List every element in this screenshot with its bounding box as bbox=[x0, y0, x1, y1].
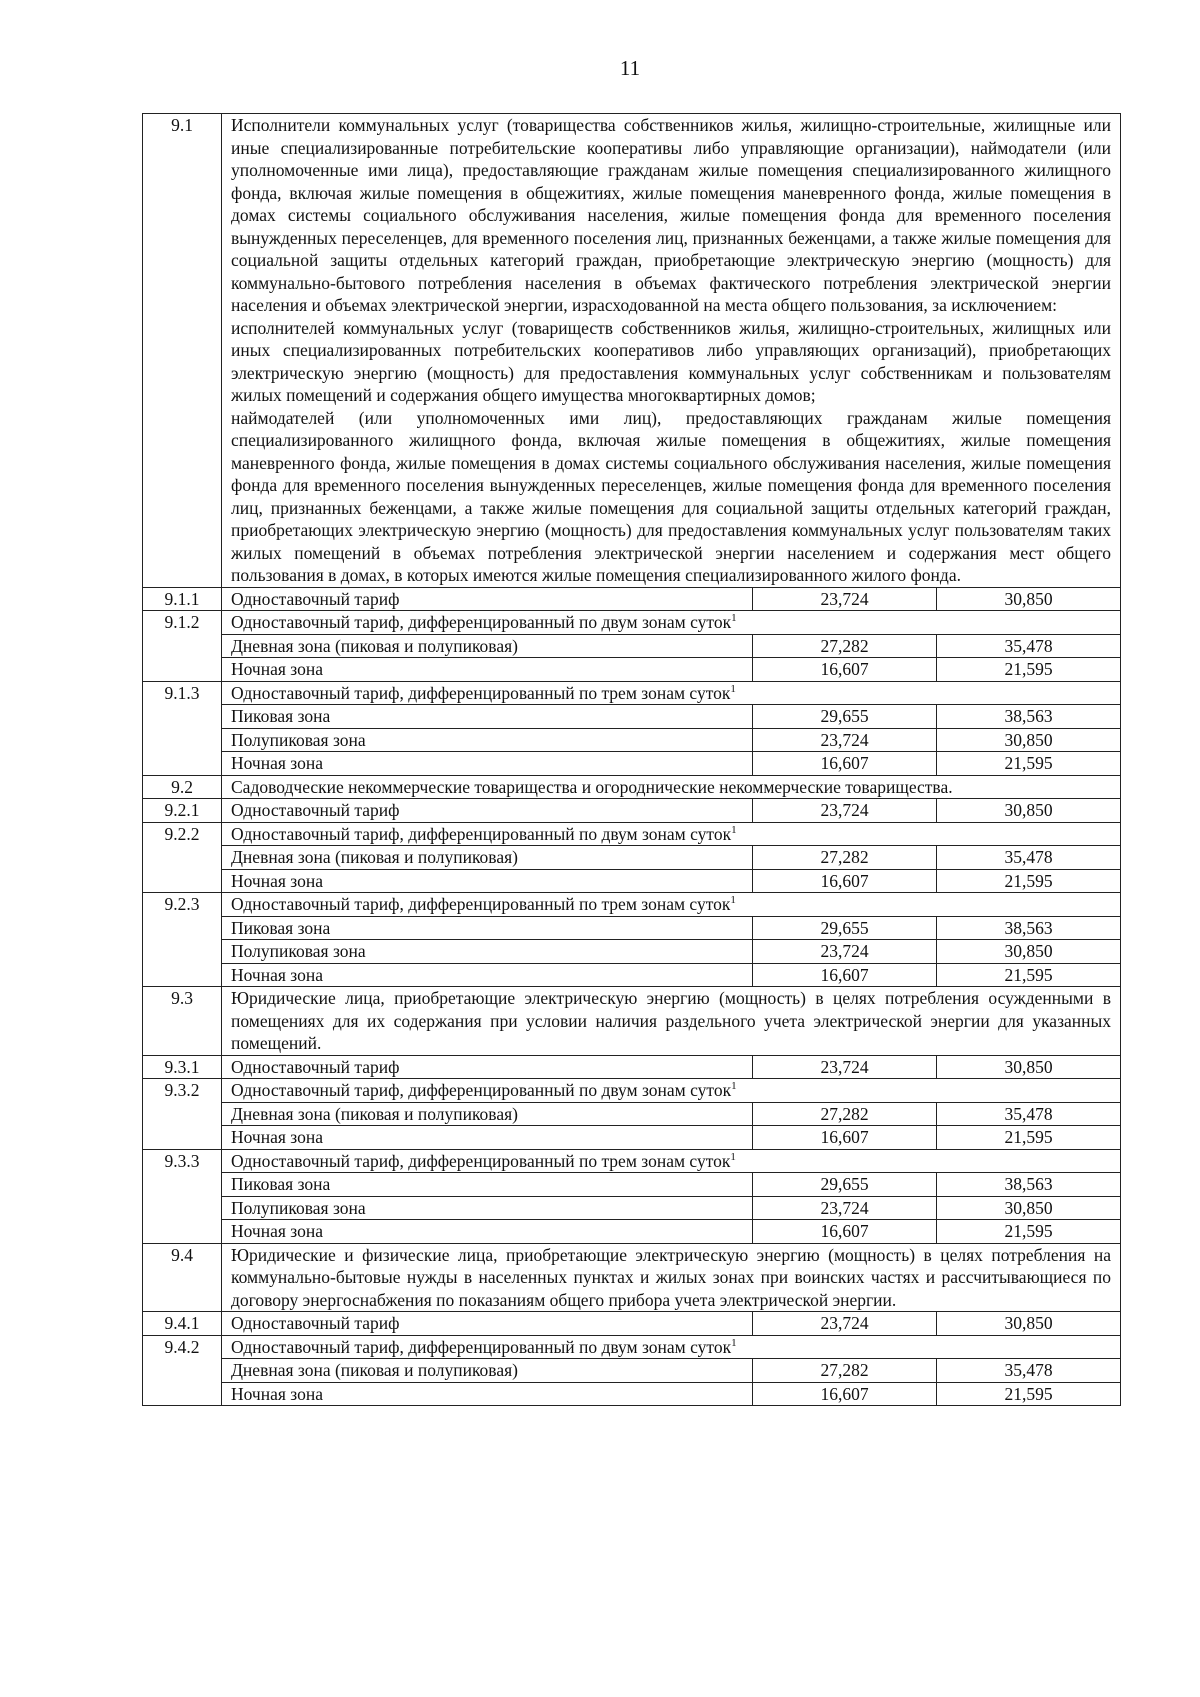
zone-row bbox=[143, 1126, 1121, 1150]
zone-row bbox=[143, 1196, 1121, 1220]
zone-value-1: 29,655 bbox=[753, 916, 937, 940]
section-paragraph: Юридические и физические лица, приобретающие электрическую энергию (мощность) в целях потребления на коммунально-бытовые нужды в населенных пунктах и жилых зонах при воинских частях и рассчитывающиеся по договору энергоснабжения по показаниям общего прибора учета электрической энергии. bbox=[231, 1244, 1111, 1310]
zone-value-2: 38,563 bbox=[937, 916, 1121, 940]
zone-label: Ночная зона bbox=[222, 963, 753, 987]
tariff-group-label bbox=[222, 681, 1121, 705]
section-row bbox=[143, 775, 1121, 799]
zone-row bbox=[143, 1102, 1121, 1126]
zone-value-1: 16,607 bbox=[753, 869, 937, 893]
zone-value-2: 21,595 bbox=[937, 1126, 1121, 1150]
tariff-group-label bbox=[222, 1335, 1121, 1359]
zone-row bbox=[143, 752, 1121, 776]
item-code: 9.2.1 bbox=[143, 799, 222, 823]
zone-value-2: 35,478 bbox=[937, 1102, 1121, 1126]
tariff-group-label bbox=[222, 611, 1121, 635]
section-row bbox=[143, 1243, 1121, 1312]
tariff-group-label-text: Одноставочный тариф, дифференцированный по двум зонам суток bbox=[231, 612, 732, 632]
tariff-group-label bbox=[222, 893, 1121, 917]
tariff-value-1: 23,724 bbox=[753, 1312, 937, 1336]
footnote-mark: 1 bbox=[731, 612, 737, 625]
footnote-mark: 1 bbox=[730, 894, 736, 907]
item-code: 9.1.1 bbox=[143, 587, 222, 611]
zone-label: Ночная зона bbox=[222, 1382, 753, 1406]
zone-label: Ночная зона bbox=[222, 1126, 753, 1150]
tariff-group-label-text: Одноставочный тариф, дифференцированный по трем зонам суток bbox=[231, 682, 731, 703]
section-code: 9.3 bbox=[143, 987, 222, 1056]
tariff-label: Одноставочный тариф bbox=[222, 799, 753, 823]
zone-value-2: 30,850 bbox=[937, 1196, 1121, 1220]
zone-label: Ночная зона bbox=[222, 1220, 753, 1244]
tariff-group-label bbox=[222, 822, 1121, 846]
item-row bbox=[143, 1335, 1121, 1359]
tariff-group-label-text: Одноставочный тариф, дифференцированный по двум зонам суток bbox=[231, 823, 732, 844]
zone-row bbox=[143, 1220, 1121, 1244]
zone-label: Полупиковая зона bbox=[222, 940, 753, 964]
zone-label: Дневная зона (пиковая и полупиковая) bbox=[222, 1102, 753, 1126]
zone-value-2: 38,563 bbox=[937, 1173, 1121, 1197]
zone-value-2: 38,563 bbox=[937, 705, 1121, 729]
tariff-group-label-text: Одноставочный тариф, дифференцированный по трем зонам суток bbox=[231, 1150, 731, 1171]
section-paragraph: Садоводческие некоммерческие товарищества и огороднические некоммерческие товарищества. bbox=[231, 776, 953, 797]
zone-value-1: 16,607 bbox=[753, 658, 937, 682]
zone-label: Полупиковая зона bbox=[222, 1196, 753, 1220]
zone-row bbox=[143, 940, 1121, 964]
item-code: 9.3.3 bbox=[143, 1149, 222, 1243]
section-paragraph: исполнителей коммунальных услуг (товариществ собственников жилья, жилищно-строительных, жилищных или иных специализированных потребительских кооперативов либо управляющих организаций), приобретающих электрическую энергию (мощность) для предоставления коммунальных услуг собственникам и пользователям жилых помещений и содержания общего имущества многоквартирных домов; bbox=[231, 317, 1111, 405]
zone-value-1: 29,655 bbox=[753, 705, 937, 729]
tariff-value-2: 30,850 bbox=[937, 1312, 1121, 1336]
zone-label: Ночная зона bbox=[222, 658, 753, 682]
zone-row bbox=[143, 1382, 1121, 1406]
tariff-value-2: 30,850 bbox=[937, 587, 1121, 611]
tariff-label: Одноставочный тариф bbox=[222, 1312, 753, 1336]
item-row bbox=[143, 1312, 1121, 1336]
zone-value-1: 16,607 bbox=[753, 1126, 937, 1150]
zone-row bbox=[143, 1359, 1121, 1383]
zone-label: Ночная зона bbox=[222, 752, 753, 776]
zone-label: Ночная зона bbox=[222, 869, 753, 893]
item-row bbox=[143, 1055, 1121, 1079]
zone-value-2: 21,595 bbox=[937, 752, 1121, 776]
tariff-group-label-text: Одноставочный тариф, дифференцированный по трем зонам суток bbox=[231, 894, 731, 914]
item-code: 9.2.2 bbox=[143, 822, 222, 893]
zone-value-2: 21,595 bbox=[937, 658, 1121, 682]
zone-value-1: 29,655 bbox=[753, 1173, 937, 1197]
section-code: 9.4 bbox=[143, 1243, 222, 1312]
zone-value-1: 23,724 bbox=[753, 1196, 937, 1220]
section-description bbox=[222, 987, 1121, 1056]
zone-label: Пиковая зона bbox=[222, 916, 753, 940]
item-code: 9.1.2 bbox=[143, 611, 222, 682]
zone-row bbox=[143, 728, 1121, 752]
tariff-group-label-text: Одноставочный тариф, дифференцированный по двум зонам суток bbox=[231, 1336, 732, 1357]
zone-value-2: 35,478 bbox=[937, 1359, 1121, 1383]
zone-value-2: 21,595 bbox=[937, 1220, 1121, 1244]
section-row bbox=[143, 987, 1121, 1056]
zone-value-2: 30,850 bbox=[937, 728, 1121, 752]
zone-label: Пиковая зона bbox=[222, 705, 753, 729]
section-row bbox=[143, 114, 1121, 588]
zone-label: Дневная зона (пиковая и полупиковая) bbox=[222, 634, 753, 658]
item-code: 9.3.2 bbox=[143, 1079, 222, 1150]
zone-label: Дневная зона (пиковая и полупиковая) bbox=[222, 1359, 753, 1383]
zone-value-1: 27,282 bbox=[753, 1359, 937, 1383]
item-code: 9.4.1 bbox=[143, 1312, 222, 1336]
item-row bbox=[143, 587, 1121, 611]
zone-value-1: 16,607 bbox=[753, 1220, 937, 1244]
zone-value-1: 27,282 bbox=[753, 846, 937, 870]
zone-value-1: 16,607 bbox=[753, 752, 937, 776]
footnote-mark: 1 bbox=[730, 682, 736, 695]
zone-label: Полупиковая зона bbox=[222, 728, 753, 752]
section-paragraph: Юридические лица, приобретающие электрическую энергию (мощность) в целях потребления осужденными в помещениях для их содержания при условии наличия раздельного учета электрической энергии для указанных помещений. bbox=[231, 988, 1111, 1053]
item-code: 9.1.3 bbox=[143, 681, 222, 775]
item-code: 9.4.2 bbox=[143, 1335, 222, 1406]
section-paragraph: Исполнители коммунальных услуг (товарищества собственников жилья, жилищно-строительные, жилищные или иные специализированные потребительские кооперативы либо управляющие организации), наймодатели (или уполномоченные ими лица), предоставляющие гражданам жилые помещения специализированного жилищного фонда, включая жилые помещения в общежитиях, жилые помещения маневренного фонда, жилые помещения в домах системы социального обслуживания населения, жилые помещения фонда для временного поселения вынужденных переселенцев, для временного поселения лиц, признанных беженцами, а также жилые помещения для социальной защиты отдельных категорий граждан, приобретающие электрическую энергию (мощность) для коммунально-бытового потребления населения в объемах фактического потребления электрической энергии населения и объемах электрической энергии, израсходованной на места общего пользования, за исключением: bbox=[231, 115, 1111, 315]
item-row bbox=[143, 893, 1121, 917]
zone-label: Дневная зона (пиковая и полупиковая) bbox=[222, 846, 753, 870]
footnote-mark: 1 bbox=[730, 1150, 736, 1163]
item-code: 9.2.3 bbox=[143, 893, 222, 987]
zone-value-2: 30,850 bbox=[937, 940, 1121, 964]
zone-value-1: 23,724 bbox=[753, 728, 937, 752]
item-row bbox=[143, 611, 1121, 635]
section-description bbox=[222, 775, 1121, 799]
zone-row bbox=[143, 869, 1121, 893]
section-code: 9.1 bbox=[143, 114, 222, 588]
section-paragraph: наймодателей (или уполномоченных ими лиц), предоставляющих гражданам жилые помещения специализированного жилищного фонда, включая жилые помещения в общежитиях, жилые помещения маневренного фонда, жилые помещения в домах системы социального обслуживания населения, жилые помещения фонда для временного поселения вынужденных переселенцев, жилые помещения фонда для временного поселения лиц, признанных беженцами, а также жилые помещения для социальной защиты отдельных категорий граждан, приобретающих электрическую энергию (мощность) для предоставления коммунальных услуг пользователям таких жилых помещений в объемах потребления электрической энергии населением и содержания мест общего пользования в домах, в которых имеются жилые помещения специализированного жилого фонда. bbox=[231, 407, 1111, 585]
tariff-label: Одноставочный тариф bbox=[222, 587, 753, 611]
tariff-value-1: 23,724 bbox=[753, 1055, 937, 1079]
tariff-group-label bbox=[222, 1149, 1121, 1173]
tariff-value-1: 23,724 bbox=[753, 587, 937, 611]
zone-row bbox=[143, 1173, 1121, 1197]
zone-value-1: 16,607 bbox=[753, 963, 937, 987]
tariff-value-1: 23,724 bbox=[753, 799, 937, 823]
section-code: 9.2 bbox=[143, 775, 222, 799]
footnote-mark: 1 bbox=[731, 1080, 737, 1093]
zone-value-2: 35,478 bbox=[937, 846, 1121, 870]
tariff-group-label bbox=[222, 1079, 1121, 1103]
zone-value-1: 27,282 bbox=[753, 634, 937, 658]
item-code: 9.3.1 bbox=[143, 1055, 222, 1079]
item-row bbox=[143, 799, 1121, 823]
zone-row bbox=[143, 846, 1121, 870]
item-row bbox=[143, 681, 1121, 705]
zone-label: Пиковая зона bbox=[222, 1173, 753, 1197]
zone-value-2: 35,478 bbox=[937, 634, 1121, 658]
zone-value-2: 21,595 bbox=[937, 963, 1121, 987]
tariff-value-2: 30,850 bbox=[937, 1055, 1121, 1079]
tariff-label: Одноставочный тариф bbox=[222, 1055, 753, 1079]
item-row bbox=[143, 822, 1121, 846]
zone-value-2: 21,595 bbox=[937, 1382, 1121, 1406]
footnote-mark: 1 bbox=[731, 823, 737, 836]
zone-value-2: 21,595 bbox=[937, 869, 1121, 893]
page-number: 11 bbox=[619, 56, 641, 80]
zone-value-1: 27,282 bbox=[753, 1102, 937, 1126]
section-description bbox=[222, 114, 1121, 588]
tariff-table bbox=[142, 113, 1121, 1406]
zone-value-1: 23,724 bbox=[753, 940, 937, 964]
zone-value-1: 16,607 bbox=[753, 1382, 937, 1406]
item-row bbox=[143, 1149, 1121, 1173]
tariff-value-2: 30,850 bbox=[937, 799, 1121, 823]
zone-row bbox=[143, 916, 1121, 940]
zone-row bbox=[143, 705, 1121, 729]
footnote-mark: 1 bbox=[731, 1336, 737, 1349]
section-description bbox=[222, 1243, 1121, 1312]
tariff-table-body bbox=[143, 114, 1121, 1406]
item-row bbox=[143, 1079, 1121, 1103]
zone-row bbox=[143, 963, 1121, 987]
tariff-group-label-text: Одноставочный тариф, дифференцированный по двум зонам суток bbox=[231, 1080, 732, 1100]
zone-row bbox=[143, 634, 1121, 658]
zone-row bbox=[143, 658, 1121, 682]
